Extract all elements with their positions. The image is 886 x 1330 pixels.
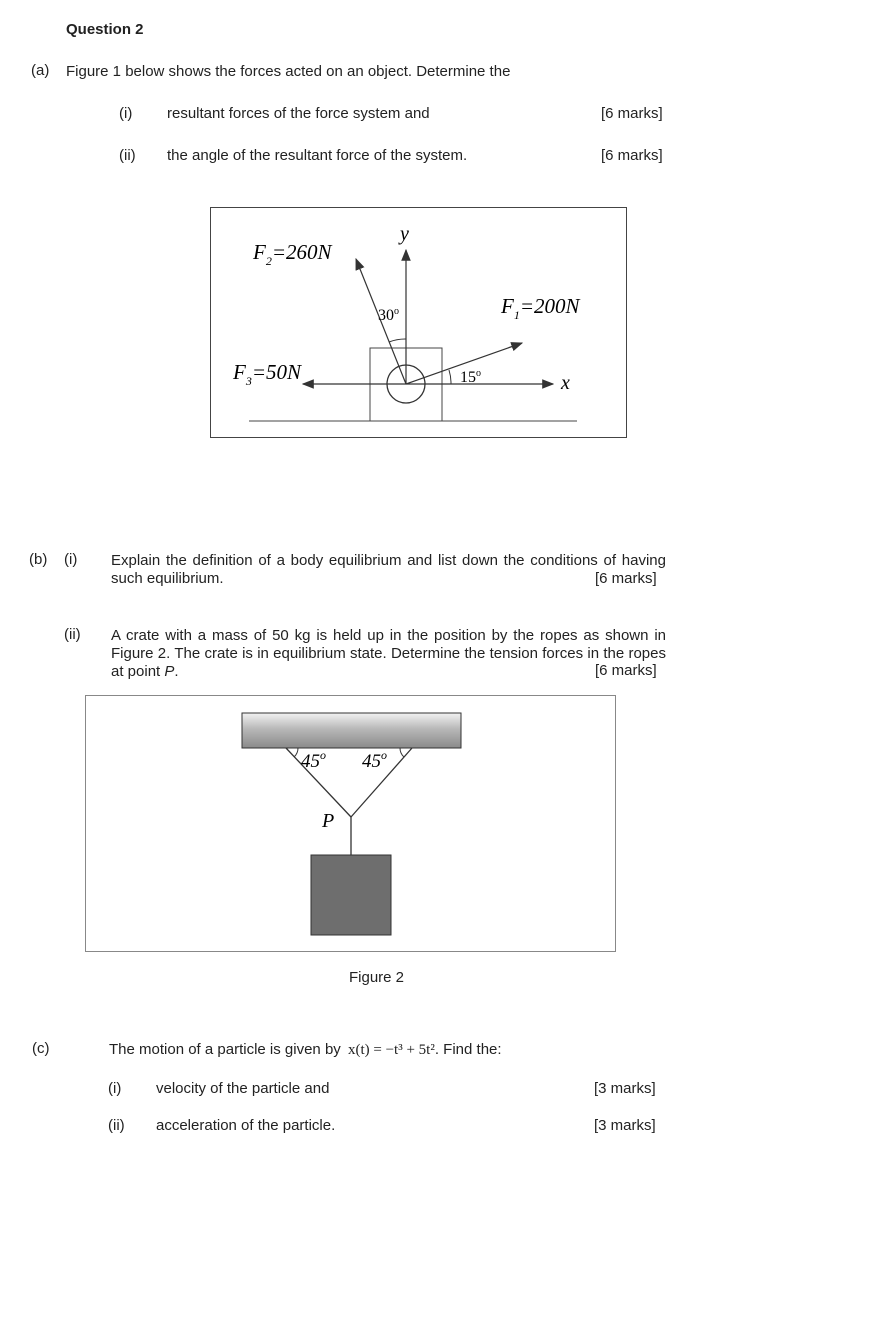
part-a-item-i-text: resultant forces of the force system and xyxy=(167,105,430,122)
crate xyxy=(311,855,391,935)
part-a-label: (a) xyxy=(31,62,50,79)
ceiling-beam xyxy=(242,713,461,748)
figure-2 xyxy=(85,695,616,952)
motion-equation: x(t) = −t³ + 5t² xyxy=(347,1042,435,1058)
part-b-ii-marks: [6 marks] xyxy=(595,662,657,679)
angle-30-label: 30$^o$ xyxy=(378,306,399,324)
part-c-item-i-text: velocity of the particle and xyxy=(156,1080,330,1097)
part-b-i-text: Explain the definition of a body equilibrium and list down the conditions of having such equilibrium. xyxy=(111,552,666,587)
part-b-ii-text: A crate with a mass of 50 kg is held up in the position by the ropes as shown in Figure 2. The crate is in equilibrium state. Determine the tension forces in the ropes at point P. xyxy=(111,627,666,680)
question-title: Question 2 xyxy=(66,21,144,38)
part-c-item-ii-marks: [3 marks] xyxy=(594,1117,656,1134)
crate-diagram xyxy=(86,696,617,953)
part-a-item-i-num: (i) xyxy=(119,105,133,122)
part-a-item-ii-num: (ii) xyxy=(119,147,136,164)
part-a-text: Figure 1 below shows the forces acted on an object. Determine the xyxy=(66,63,511,80)
part-a-item-ii-marks: [6 marks] xyxy=(601,147,663,164)
figure-1 xyxy=(210,207,627,438)
part-c-item-i-num: (i) xyxy=(108,1080,122,1097)
part-a-item-i-marks: [6 marks] xyxy=(601,105,663,122)
part-b-i-num: (i) xyxy=(64,551,78,568)
y-axis-label: y xyxy=(400,223,409,245)
point-p-inline: P xyxy=(164,663,175,680)
x-axis-label: x xyxy=(561,372,570,394)
force-diagram xyxy=(211,208,628,439)
part-c-item-ii-num: (ii) xyxy=(108,1117,125,1134)
part-b-ii-num: (ii) xyxy=(64,626,81,643)
figure-2-caption: Figure 2 xyxy=(349,969,405,986)
angle-right-arc xyxy=(400,748,404,757)
part-c-label: (c) xyxy=(32,1040,50,1057)
f2-label: $F_2=260N$ xyxy=(253,240,332,268)
part-c-item-i-marks: [3 marks] xyxy=(594,1080,656,1097)
part-c-text: The motion of a particle is given by x(t) = −t³ + 5t². Find the: xyxy=(109,1041,502,1058)
angle-left-arc xyxy=(294,748,298,757)
part-b-label: (b) xyxy=(29,551,48,568)
point-p-label: P xyxy=(322,810,335,832)
angle-15-label: 15$^o$ xyxy=(460,368,481,386)
f3-label: $F_3=50N$ xyxy=(233,360,302,388)
f1-label: $F_1=200N$ xyxy=(501,294,580,322)
part-b-i-marks: [6 marks] xyxy=(595,570,657,587)
part-c-item-ii-text: acceleration of the particle. xyxy=(156,1117,336,1134)
part-a-item-ii-text: the angle of the resultant force of the system. xyxy=(167,147,468,164)
angle-30-arc xyxy=(389,339,406,342)
angle-15-arc xyxy=(449,370,451,384)
angle-left-label: 45$^o$ xyxy=(301,748,326,772)
angle-right-label: 45$^o$ xyxy=(362,748,387,772)
